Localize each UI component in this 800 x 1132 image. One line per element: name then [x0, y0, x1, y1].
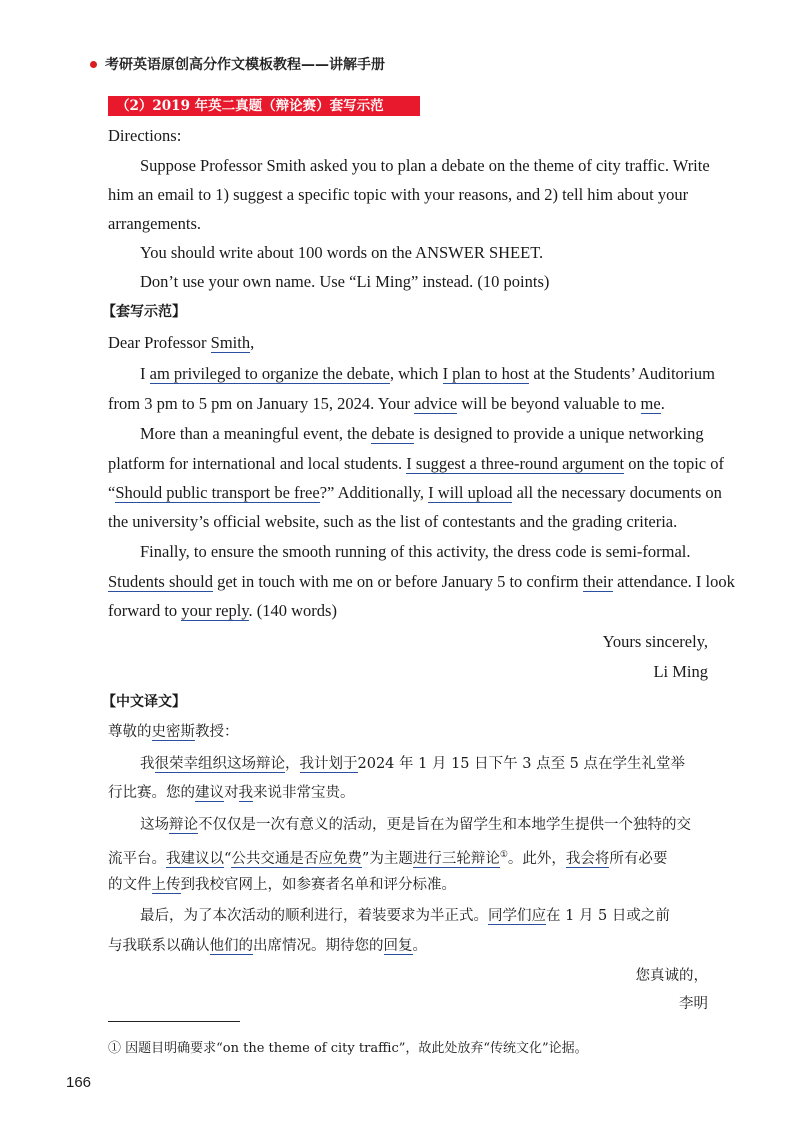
- directions-line: him an email to 1) suggest a specific topic with your reasons, and 2) tell him about your: [108, 185, 689, 204]
- directions-line: Don’t use your own name. Use “Li Ming” instead. (10 points): [140, 272, 550, 291]
- directions-line: You should write about 100 words on the ANSWER SHEET.: [140, 243, 544, 262]
- directions-label: Directions:: [108, 126, 182, 145]
- directions-line: arrangements.: [108, 214, 201, 233]
- translation-closing: 您真诚的，: [635, 968, 708, 984]
- running-header: [90, 54, 385, 74]
- letter-p2-line: the university’s official website, such as the list of contestants and the grading criteria.: [108, 512, 678, 531]
- letter-p3-line: Finally, to ensure the smooth running of this activity, the dress code is semi-formal.: [140, 542, 691, 561]
- letter-signature: Li Ming: [653, 662, 708, 681]
- footnote-ref: ①: [499, 850, 508, 860]
- page-number: 166: [66, 1074, 92, 1091]
- letter-p2-line: platform for international and local students. I suggest a three-round argument on the topic of: [108, 454, 724, 473]
- translation-p2-line: 这场辩论不仅仅是一次有意义的活动，更是旨在为留学生和本地学生提供一个独特的交: [140, 817, 691, 833]
- header-title: 考研英语原创高分作文模板教程——讲解手册: [105, 57, 385, 73]
- letter-p2-line: “Should public transport be free?” Additionally, I will upload all the necessary documents on: [108, 483, 722, 502]
- translation-p3-line: 最后，为了本次活动的顺利进行，着装要求为半正式。同学们应在 1 月 5 日或之前: [140, 908, 670, 924]
- footnote: ① 因题目明确要求“on the theme of city traffic”，故此处放弃“传统文化”论据。: [108, 1041, 588, 1056]
- letter-greeting: Dear Professor Smith,: [108, 333, 255, 352]
- letter-p2-line: More than a meaningful event, the debate is designed to provide a unique networking: [140, 424, 704, 443]
- directions-line: Suppose Professor Smith asked you to plan a debate on the theme of city traffic. Write: [140, 156, 710, 175]
- letter-p3-line: Students should get in touch with me on or before January 5 to confirm their attendance. I look: [108, 572, 735, 591]
- translation-p2-line: 流平台。我建议以“公共交通是否应免费”为主题进行三轮辩论①。此外，我会将所有必要: [108, 850, 668, 867]
- letter-closing: Yours sincerely,: [602, 632, 708, 651]
- translation-p1-line: 我很荣幸组织这场辩论，我计划于2024 年 1 月 15 日下午 3 点至 5 点在学生礼堂举: [140, 756, 686, 772]
- translation-p2-line: 的文件上传到我校官网上，如参赛者名单和评分标准。: [108, 877, 456, 893]
- letter-p1-line: from 3 pm to 5 pm on January 15, 2024. Your advice will be beyond valuable to me.: [108, 394, 665, 413]
- translation-p3-line: 与我联系以确认他们的出席情况。期待您的回复。: [108, 938, 427, 954]
- translation-label: 【中文译文】: [102, 694, 186, 710]
- footnote-divider: [108, 1021, 240, 1022]
- sample-label: 【套写示范】: [102, 304, 186, 320]
- translation-signature: 李明: [679, 996, 708, 1012]
- translation-p1-line: 行比赛。您的建议对我来说非常宝贵。: [108, 785, 355, 801]
- letter-p1-line: I am privileged to organize the debate, which I plan to host at the Students’ Auditorium: [140, 364, 715, 383]
- letter-p3-line: forward to your reply. (140 words): [108, 601, 337, 620]
- translation-greeting: 尊敬的史密斯教授：: [108, 724, 239, 740]
- section-title-banner: （2）2019 年英二真题（辩论赛）套写示范: [108, 96, 420, 116]
- bullet-icon: [90, 61, 97, 68]
